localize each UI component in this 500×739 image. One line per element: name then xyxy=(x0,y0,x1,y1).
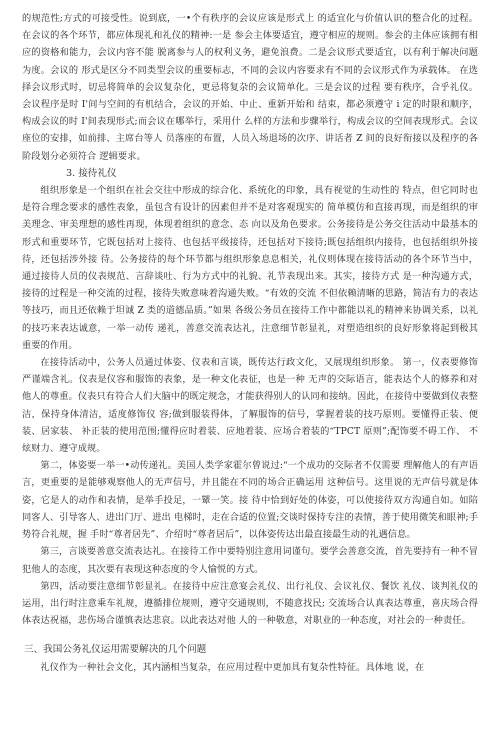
paragraph-details: 第四，活动要注意细节彰显礼。在接待中应注意宴会礼仪、出行礼仪、会议礼仪、餐饮 礼仪、谈判礼仪的运用，出行时注意乘车礼规，遵循排位规则，遵守交通规则，不随意找民; 交流场合认真表达尊重，喜庆场合得体表达祝福，悲伤场合谨慎表达悲哀。以此表达对他 人的一种敬意，对职业的一种态度，对社会的一种责任。 xyxy=(22,580,478,627)
paragraph-organization-image: 组织形象是一个组织在社会交往中形成的综合化、系统化的印象，具有视觉的生动性的 特点，但它同时也是符合理念要求的感性表象，虽包含有设计的因素但并不是对客观现实的 简单模仿和直接再现，而是组织的审美理念、审美理想的感性再现，体现着组织的意念、态 向以及角色要求。公务接待是公务交往活动中最基本的形式和重要环节，它既包括对上接待、也包括平级接待，还包括对下接待;既包括组织内接待，也包括组织外接待，还包括涉外接 待。公务接待的每个环节都与组织形象息息相关，礼仪则体现在接待活动的各个环节当中， 通过接待人员的仪表规范、言辞谈吐、行为方式中的礼貌、礼节表现出来。其实，接待方式 是一种沟通方式，接待的过程是一种交流的过程，接待失败意味着沟通失败。“有效的交流 不但依赖清晰的思路，简洁有力的表达等技巧，而且还依赖于坦诚 Z 类的道德品质。”如果 各级公务员在接待工作中都能以礼的精神来协调关系，以礼的技巧来表达诚意，一举一动传 递礼，善意交流表达礼，注意细节彰显礼，对塑造组织的良好形象将起到极其重要的作用。 xyxy=(22,185,478,351)
paragraph-speech: 第三，言谈要善意交流表达礼。在接待工作中要特别注意用词谨句。要学会善意交流，首先要持有一种不冒犯他人的态度，其次要有表现这种态度的令人愉悦的方式。 xyxy=(22,546,478,575)
paragraph-appearance: 在接待活动中，公务人员通过体姿、仪表和言谈，既传达行政文化，又展现组织形象。 第一，仪表要修饰严谨端含礼。仪表是仪容和服饰的表象，是一种文化表征，也是一种 无声的交际语言，能表达个人的修养和对他人的尊重。仪表只有符合人们大脑中的既定规念，才能获得别人的认同和接纳。因此，在接待中要做到仪表整洁，保持身体清洁，适度修饰仪 容;做到服装得体，了解服饰的信号，掌握着装的技巧原则。要懂得正装、便装、居家装、 补正装的使用范围;懂得应时着装、应地着装、应场合着装的“TPCT 原则”;配饰要不碍工作、 不炫财力、遵守成规。 xyxy=(22,357,478,455)
section-3-heading: 3. 接待礼仪 xyxy=(66,167,117,179)
paragraph-final: 礼仪作为一种社会文化，其内涵相当复杂，在应用过程中更加具有复杂性特征。具体地 说，在 xyxy=(40,661,425,673)
section-main-heading: 三、我国公务礼仪运用需要解决的几个问题 xyxy=(24,644,207,656)
intro-paragraph: 的规范性;方式的可接受性。说到底，一•个有秩序的会议应该是形式上 的适宜化与价值认识的整合化的过程。在会议的各个环节，都应体现礼和礼仪的精神:一是 参会主体要适宜，遵守相应的规则。参会的主体应该拥有相应的资格和能力，会议内容不能 脱离参与人的权利义务，避免浪费。二是会议形式要适宜，以有利于解决问题为度。会议的 形式是区分不同类型会议的重要标志，不同的会议内容要求有不同的会议形式作为承载体。 在选择会议形式时，切忌将简单的会议复杂化，更忌将复杂的会议简单化。三是会议的过程 要有秩序，合乎礼仪。会议程序是时 I'间与空间的有机结合，会议的开始、中止、重新开始和 结束，都必须遵守 i 定的时限和顺序，构成会议的时 I'间表现形式;而会议在哪举行，采用什 么样的方法和步骤举行，构成会议的空间表现形式。会议座位的安排，如前排、主席台等人 员落座的布置，人员入场退场的次序、讲话者 Z 间的良好衔接以及程序的各阶段划分必须符合 逻辑要求。 xyxy=(22,13,478,162)
paragraph-posture: 第二，体姿要一举一•动传递礼。美国人类学家霍尔曾说过:“一个成功的交际者不仅需要 理解他人的有声语言，更重要的是能够观察他人的无声信号，并且能在不同的场合正确运用 这种信号。这里说的无声信号就是体姿，它是人的动作和表情，是举手投足，一颦一笑。接 待中恰到好处的体姿，可以使接待双方沟通自如。如陪同客人、引导客人、进出门厅、进出 电梯时，走在合适的位置;交谈时保持专注的表情，善于使用微笑和眼神;手势符合礼规，握 手时“尊者居先”、介绍时“尊者居后”，以体姿传达出最直接最生动的礼遇信息。 xyxy=(22,460,478,541)
